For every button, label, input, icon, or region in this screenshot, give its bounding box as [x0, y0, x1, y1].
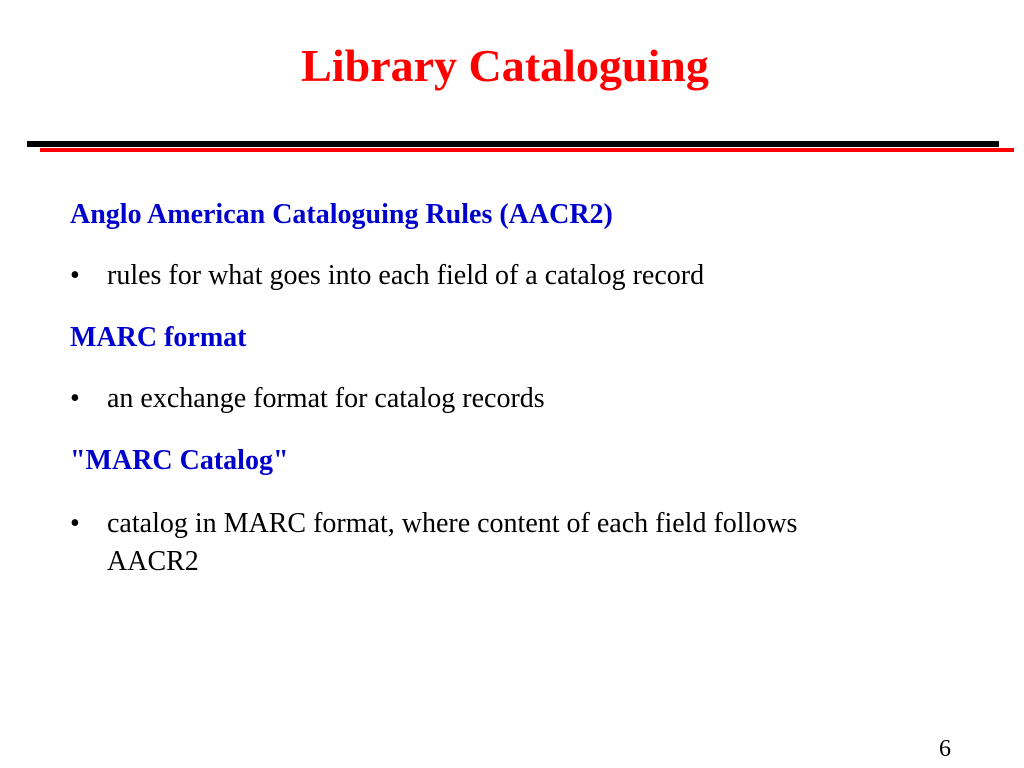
- bullet-dot: •: [70, 508, 80, 539]
- page-number: 6: [939, 736, 951, 762]
- bullet-item-aacr2: [70, 257, 867, 295]
- section-heading-aacr2: Anglo American Cataloguing Rules (AACR2): [70, 199, 613, 230]
- slide-title: Library Cataloguing: [301, 40, 709, 91]
- bullet-dot: •: [70, 260, 80, 291]
- bullet-text: rules for what goes into each field of a catalog record: [107, 260, 705, 291]
- bullet-text: an exchange format for catalog records: [107, 383, 545, 414]
- bullet-item-marc-format: [70, 380, 867, 418]
- bullet-text: catalog in MARC format, where content of each field follows AACR2: [107, 508, 798, 577]
- section-heading-marc-catalog: "MARC Catalog": [70, 445, 289, 476]
- title-underline-black: [27, 141, 999, 147]
- bullet-dot: •: [70, 383, 80, 414]
- section-heading-marc-format: MARC format: [70, 322, 247, 353]
- title-underline-red: [40, 148, 1014, 152]
- bullet-item-marc-catalog: [70, 505, 847, 581]
